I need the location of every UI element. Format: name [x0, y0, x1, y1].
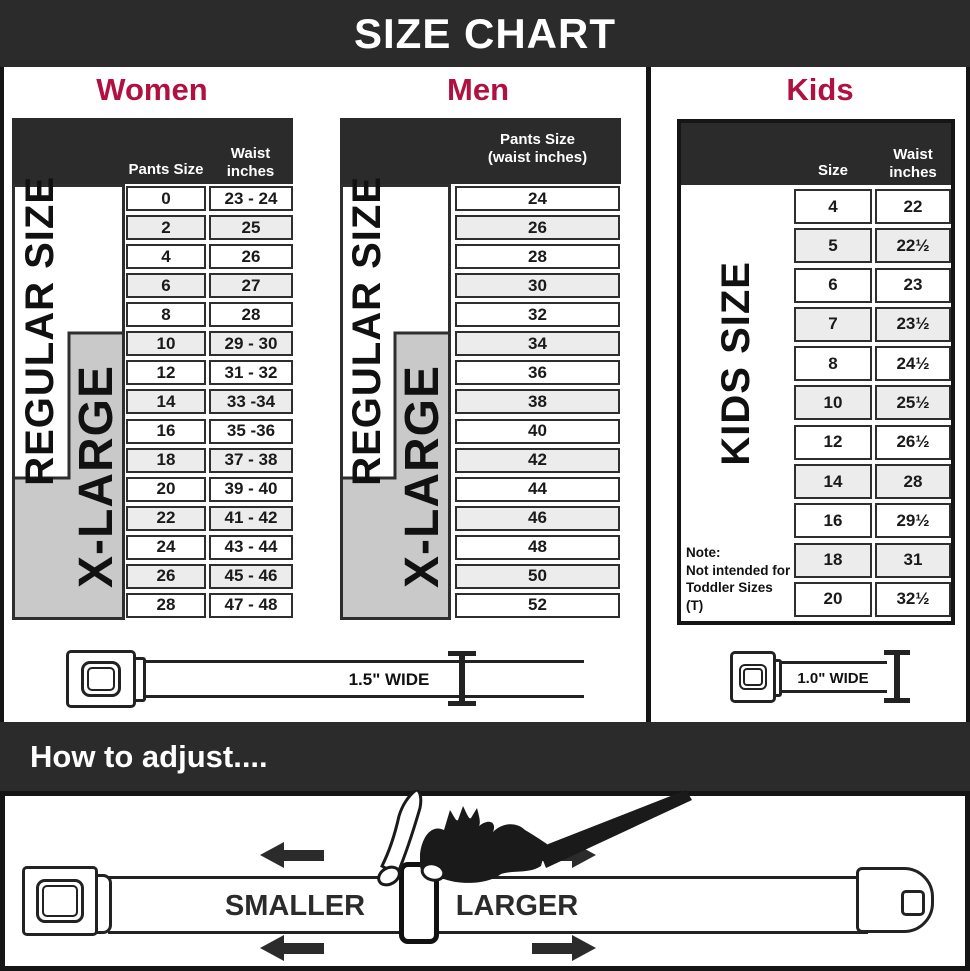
page-title: SIZE CHART [354, 9, 616, 57]
table-row [126, 448, 293, 473]
table-row [455, 506, 620, 531]
table-row [455, 302, 620, 327]
table-row [455, 331, 620, 356]
table-row [794, 228, 951, 263]
pants-size-cell: 8 [126, 302, 206, 327]
kid-size-cell: 16 [794, 503, 872, 538]
table-row [126, 419, 293, 444]
waist-inches-cell: 37 - 38 [209, 448, 293, 473]
waist-inches-cell: 41 - 42 [209, 506, 293, 531]
men-table-header [340, 118, 621, 184]
waist-inches-cell: 45 - 46 [209, 564, 293, 589]
pants-size-cell: 30 [455, 273, 620, 298]
buckle-button [81, 661, 121, 697]
waist-inches-cell: 32½ [875, 582, 951, 617]
table-row [794, 385, 951, 420]
pants-size-cell: 28 [455, 244, 620, 269]
waist-inches-cell: 22½ [875, 228, 951, 263]
pants-size-cell: 50 [455, 564, 620, 589]
table-row [455, 215, 620, 240]
pants-size-cell: 6 [126, 273, 206, 298]
waist-inches-cell: 23 - 24 [209, 186, 293, 211]
pants-size-cell: 24 [126, 535, 206, 560]
waist-inches-cell: 25½ [875, 385, 951, 420]
waist-inches-cell: 23½ [875, 307, 951, 342]
men-table-rows [455, 186, 620, 618]
waist-inches-cell: 23 [875, 268, 951, 303]
waist-inches-cell: 28 [875, 464, 951, 499]
larger-label: LARGER [455, 890, 579, 922]
kid-size-cell: 10 [794, 385, 872, 420]
table-row [794, 307, 951, 342]
pants-size-cell: 38 [455, 389, 620, 414]
table-row [126, 506, 293, 531]
waist-inches-cell: 28 [209, 302, 293, 327]
table-row [455, 477, 620, 502]
kid-size-cell: 18 [794, 543, 872, 578]
pants-size-cell: 42 [455, 448, 620, 473]
men-regular-size-label: REGULAR SIZE [345, 176, 389, 486]
women-pants-size-header: Pants Size [128, 161, 204, 178]
width-measure-mark [884, 650, 910, 703]
table-row [455, 535, 620, 560]
waist-inches-cell: 25 [209, 215, 293, 240]
men-pants-size-header: Pants Size (waist inches) [487, 131, 588, 166]
women-size-table [12, 118, 293, 620]
table-row [455, 273, 620, 298]
kid-size-cell: 6 [794, 268, 872, 303]
waist-inches-cell: 27 [209, 273, 293, 298]
women-section-title: Women [96, 72, 208, 107]
table-row [126, 215, 293, 240]
women-table-header [12, 118, 293, 184]
pants-size-cell: 10 [126, 331, 206, 356]
table-row [455, 360, 620, 385]
pants-size-cell: 12 [126, 360, 206, 385]
waist-inches-cell: 35 -36 [209, 419, 293, 444]
pants-size-cell: 32 [455, 302, 620, 327]
waist-inches-cell: 22 [875, 189, 951, 224]
panel-divider [646, 67, 651, 722]
waist-inches-cell: 26½ [875, 425, 951, 460]
table-row [794, 503, 951, 538]
kid-size-cell: 8 [794, 346, 872, 381]
kids-waist-header: Waist inches [889, 146, 937, 181]
seatbelt-buckle [66, 650, 136, 708]
table-row [794, 582, 951, 617]
waist-inches-cell: 31 [875, 543, 951, 578]
pants-size-cell: 14 [126, 389, 206, 414]
adult-belt-width-label: 1.5" WIDE [348, 670, 430, 689]
pants-size-cell: 0 [126, 186, 206, 211]
pants-size-cell: 20 [126, 477, 206, 502]
pants-size-cell: 44 [455, 477, 620, 502]
men-size-table [340, 118, 621, 620]
table-row [126, 302, 293, 327]
waist-inches-cell: 39 - 40 [209, 477, 293, 502]
illustration-seatbelt-buckle [22, 866, 98, 936]
kids-seatbelt-buckle [730, 651, 776, 703]
table-row [126, 360, 293, 385]
table-row [126, 593, 293, 618]
belt-tip [856, 867, 934, 933]
table-row [794, 543, 951, 578]
table-row [455, 186, 620, 211]
table-row [126, 186, 293, 211]
arrow-right-icon [532, 935, 596, 961]
women-table-rows [126, 186, 293, 618]
pants-size-cell: 40 [455, 419, 620, 444]
pants-size-cell: 18 [126, 448, 206, 473]
waist-inches-cell: 33 -34 [209, 389, 293, 414]
table-row [126, 389, 293, 414]
kid-size-cell: 12 [794, 425, 872, 460]
kids-size-header: Size [817, 162, 848, 179]
adjust-illustration-panel [0, 791, 970, 971]
pants-size-cell: 26 [126, 564, 206, 589]
men-xlarge-label: X-LARGE [395, 365, 449, 588]
table-row [794, 268, 951, 303]
pants-size-cell: 4 [126, 244, 206, 269]
table-row [126, 331, 293, 356]
smaller-label: SMALLER [224, 890, 366, 922]
pants-size-cell: 34 [455, 331, 620, 356]
table-row [455, 389, 620, 414]
waist-inches-cell: 43 - 44 [209, 535, 293, 560]
buckle-button [739, 664, 767, 690]
kid-size-cell: 20 [794, 582, 872, 617]
table-row [794, 425, 951, 460]
women-xlarge-label: X-LARGE [69, 365, 123, 588]
table-row [126, 244, 293, 269]
pants-size-cell: 28 [126, 593, 206, 618]
pants-size-cell: 48 [455, 535, 620, 560]
table-row [126, 477, 293, 502]
kids-size-table [677, 119, 955, 625]
kids-belt-strap [779, 661, 887, 693]
kid-size-cell: 4 [794, 189, 872, 224]
women-waist-header: Waist inches [226, 145, 275, 180]
kid-size-cell: 5 [794, 228, 872, 263]
kids-note: Note: Not intended for Toddler Sizes (T) [686, 544, 791, 614]
adult-belt-strap [139, 660, 584, 698]
pants-size-cell: 26 [455, 215, 620, 240]
kid-size-cell: 14 [794, 464, 872, 499]
kids-table-rows [794, 189, 951, 617]
belt-tip-hole [901, 890, 925, 916]
waist-inches-cell: 29 - 30 [209, 331, 293, 356]
table-row [794, 346, 951, 381]
table-row [455, 564, 620, 589]
table-row [126, 564, 293, 589]
waist-inches-cell: 24½ [875, 346, 951, 381]
how-to-adjust-bar [0, 722, 970, 791]
table-row [794, 189, 951, 224]
kids-belt-width-label: 1.0" WIDE [797, 670, 869, 687]
women-regular-size-label: REGULAR SIZE [18, 176, 62, 486]
pinching-hand-icon [340, 790, 720, 906]
pants-size-cell: 36 [455, 360, 620, 385]
pants-size-cell: 52 [455, 593, 620, 618]
table-row [455, 448, 620, 473]
table-row [126, 273, 293, 298]
table-row [455, 593, 620, 618]
waist-inches-cell: 31 - 32 [209, 360, 293, 385]
arrow-left-icon [260, 935, 324, 961]
table-row [455, 244, 620, 269]
buckle-button [36, 879, 84, 923]
how-to-adjust-title: How to adjust.... [30, 738, 268, 774]
table-row [126, 535, 293, 560]
width-measure-mark [448, 651, 476, 706]
pants-size-cell: 46 [455, 506, 620, 531]
table-row [794, 464, 951, 499]
title-banner [0, 0, 970, 67]
waist-inches-cell: 26 [209, 244, 293, 269]
kid-size-cell: 7 [794, 307, 872, 342]
arrow-left-icon [260, 842, 324, 868]
pants-size-cell: 22 [126, 506, 206, 531]
men-section-title: Men [447, 72, 509, 107]
kids-size-label: KIDS SIZE [713, 260, 758, 466]
kids-table-header [681, 123, 951, 185]
pants-size-cell: 24 [455, 186, 620, 211]
pants-size-cell: 16 [126, 419, 206, 444]
waist-inches-cell: 47 - 48 [209, 593, 293, 618]
waist-inches-cell: 29½ [875, 503, 951, 538]
kids-section-title: Kids [786, 72, 854, 107]
pants-size-cell: 2 [126, 215, 206, 240]
table-row [455, 419, 620, 444]
